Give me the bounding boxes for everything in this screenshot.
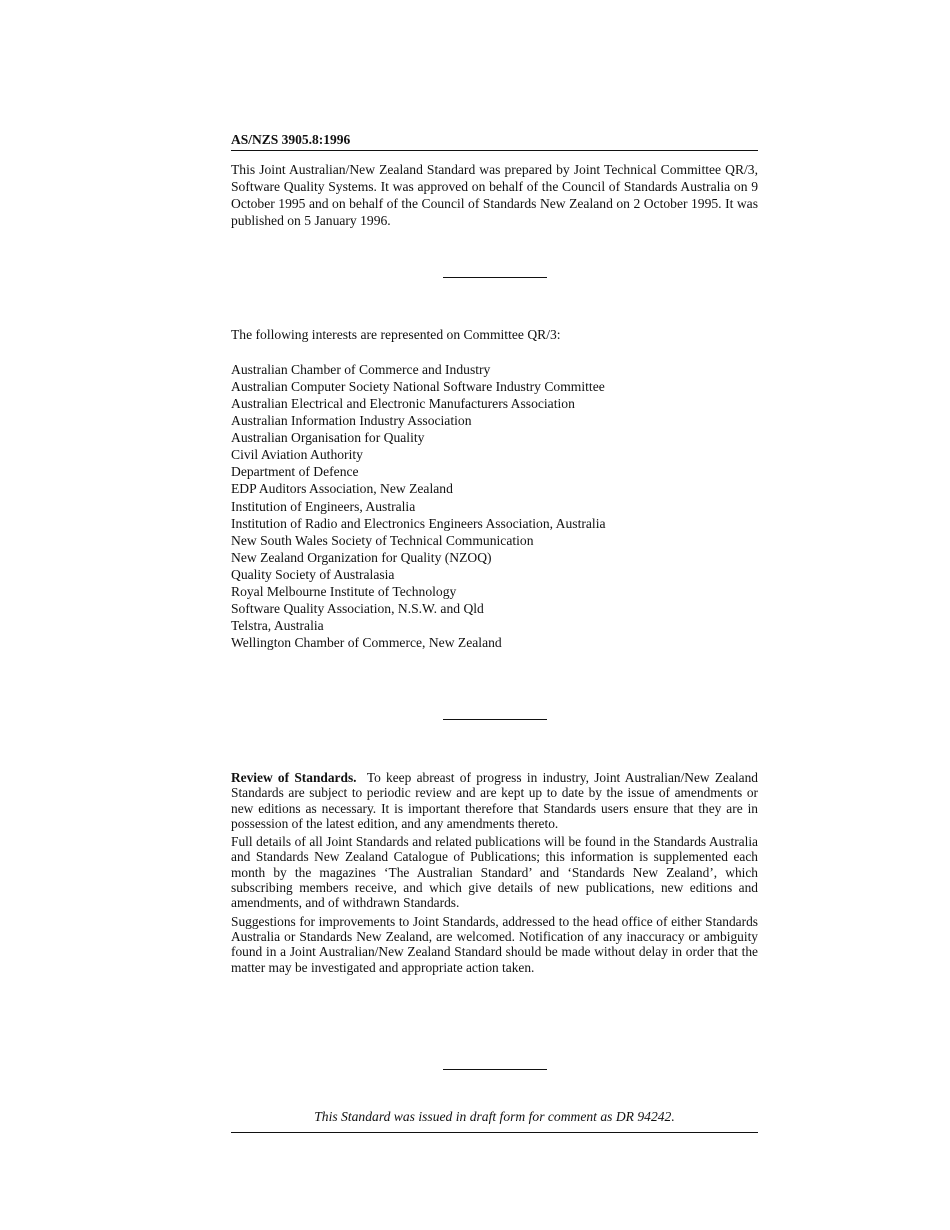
section-separator [443,1069,547,1070]
footer-rule [231,1132,758,1133]
document-id: AS/NZS 3905.8:1996 [231,132,351,147]
list-item: Australian Computer Society National Software Industry Committee [231,379,605,395]
review-paragraph [231,770,758,831]
list-item: New South Wales Society of Technical Communication [231,532,534,548]
list-item: Telstra, Australia [231,617,324,633]
list-item: Australian Electrical and Electronic Manufacturers Association [231,396,575,412]
list-item: Australian Information Industry Association [231,413,472,429]
review-section [231,770,758,978]
list-item: Software Quality Association, N.S.W. and Qld [231,600,484,616]
list-item: Australian Organisation for Quality [231,430,425,446]
committee-intro: The following interests are represented on Committee QR/3: [231,327,561,342]
list-item: Wellington Chamber of Commerce, New Zealand [231,635,502,650]
review-heading: Review of Standards. [231,770,357,785]
list-item: Quality Society of Australasia [231,566,395,582]
list-item: Department of Defence [231,464,359,480]
list-item: Civil Aviation Authority [231,447,363,463]
review-text: To keep abreast of progress in industry, Joint Australian/New Zealand Standards are subject to periodic review and are kept up to date by the issue of amendments or new editions as necessary. It is important therefore that Standards users ensure that they are in possession of the latest edition, and any amendments thereto. [231,770,758,831]
draft-note: This Standard was issued in draft form for comment as DR 94242. [314,1109,675,1124]
list-item: Institution of Radio and Electronics Engineers Association, Australia [231,515,606,531]
section-separator [443,277,547,278]
header-rule [231,150,758,151]
section-separator [443,719,547,720]
review-paragraph: Full details of all Joint Standards and related publications will be found in the Standards Australia and Standards New Zealand Catalogue of Publications; this information is supplemented each month by the magazines ‘The Australian Standard’ and ‘Standards New Zealand’, which subscribing members receive, and which give details of new publications, new editions and amendments, and of withdrawn Standards. [231,834,758,911]
list-item: Royal Melbourne Institute of Technology [231,583,457,599]
preparation-statement: This Joint Australian/New Zealand Standard was prepared by Joint Technical Committee QR/3, Software Quality Systems. It was approved on behalf of the Council of Standards Australia on 9 October 1995 and on behalf of the Council of Standards New Zealand on 2 October 1995. It was published on 5 January 1996. [231,162,758,228]
list-item: New Zealand Organization for Quality (NZOQ) [231,549,492,565]
review-paragraph: Suggestions for improvements to Joint Standards, addressed to the head office of either Standards Australia or Standards New Zealand, are welcomed. Notification of any inaccuracy or ambiguity found in a Joint Australian/New Zealand Standard should be made without delay in order that the matter may be investigated and appropriate action taken. [231,913,758,975]
list-item: Australian Chamber of Commerce and Industry [231,362,491,377]
list-item: Institution of Engineers, Australia [231,498,416,514]
committee-member-list [231,361,606,651]
list-item: EDP Auditors Association, New Zealand [231,481,453,497]
